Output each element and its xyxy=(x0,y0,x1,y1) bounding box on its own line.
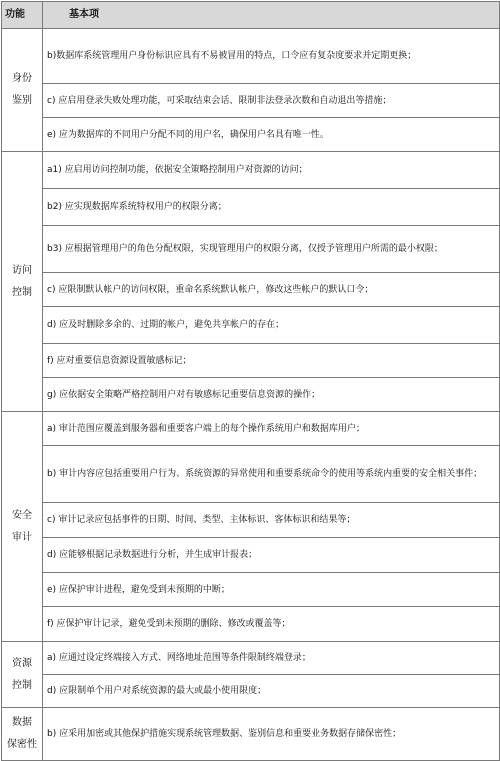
table-row xyxy=(2,412,500,446)
requirement-item: d) 应及时删除多余的、过期的帐户，避免共享帐户的存在； xyxy=(43,307,500,344)
requirement-item: a) 审计范围应覆盖到服务器和重要客户端上的每个操作系统用户和数据库用户； xyxy=(43,412,500,446)
table-row xyxy=(2,152,500,189)
table-header-row xyxy=(2,2,500,29)
requirement-item: b2) 应实现数据库系统特权用户的权限分离； xyxy=(43,189,500,226)
table-row xyxy=(2,29,500,84)
table-row xyxy=(2,378,500,412)
category-security-audit: 安全 审计 xyxy=(2,412,43,642)
requirement-item: g) 应依据安全策略严格控制用户对有敏感标记重要信息资源的操作； xyxy=(43,378,500,412)
requirement-item: a1) 应启用访问控制功能，依据安全策略控制用户对资源的访问； xyxy=(43,152,500,189)
table-row xyxy=(2,84,500,118)
table-row xyxy=(2,642,500,675)
category-identity-auth: 身份 鉴别 xyxy=(2,29,43,152)
table-row xyxy=(2,538,500,573)
requirements-table xyxy=(1,1,500,761)
requirement-item: f) 应保护审计记录，避免受到未预期的删除、修改或覆盖等； xyxy=(43,607,500,642)
requirement-item: b)数据库系统管理用户身份标识应具有不易被冒用的特点，口令应有复杂度要求并定期更换； xyxy=(43,29,500,84)
category-access-control: 访问 控制 xyxy=(2,152,43,412)
table-row xyxy=(2,344,500,378)
requirement-item: b) 应采用加密或其他保护措施实现系统管理数据、鉴别信息和重要业务数据存储保密性； xyxy=(43,708,500,761)
table-row xyxy=(2,226,500,273)
requirement-item: e) 应保护审计进程，避免受到未预期的中断； xyxy=(43,573,500,607)
table-row xyxy=(2,573,500,607)
table-row xyxy=(2,189,500,226)
requirement-item: a) 应通过设定终端接入方式、网络地址范围等条件限制终端登录； xyxy=(43,642,500,675)
requirement-item: d) 应限制单个用户对系统资源的最大或最小使用限度； xyxy=(43,675,500,708)
table-row xyxy=(2,675,500,708)
table-row xyxy=(2,503,500,538)
category-data-confidentiality: 数据 保密性 xyxy=(2,708,43,761)
requirement-item: b) 审计内容应包括重要用户行为、系统资源的异常使用和重要系统命令的使用等系统内重要的安全相关事件； xyxy=(43,446,500,503)
requirement-item: c) 应限制默认帐户的访问权限，重命名系统默认帐户，修改这些帐户的默认口令； xyxy=(43,273,500,307)
requirement-item: f) 应对重要信息资源设置敏感标记； xyxy=(43,344,500,378)
header-function: 功能 xyxy=(2,2,43,29)
table-row xyxy=(2,118,500,152)
requirement-item: c) 审计记录应包括事件的日期、时间、类型、主体标识、客体标识和结果等； xyxy=(43,503,500,538)
header-basic-items: 基本项 xyxy=(43,2,500,29)
category-resource-control: 资源 控制 xyxy=(2,642,43,708)
table-row xyxy=(2,446,500,503)
requirement-item: e) 应为数据库的不同用户分配不同的用户名，确保用户名具有唯一性。 xyxy=(43,118,500,152)
table-row xyxy=(2,273,500,307)
table-row xyxy=(2,607,500,642)
requirement-item: c) 应启用登录失败处理功能，可采取结束会话、限制非法登录次数和自动退出等措施； xyxy=(43,84,500,118)
requirement-item: b3) 应根据管理用户的角色分配权限，实现管理用户的权限分离，仅授予管理用户所需的最小权限； xyxy=(43,226,500,273)
table-row xyxy=(2,307,500,344)
table-row xyxy=(2,708,500,761)
requirement-item: d) 应能够根据记录数据进行分析，并生成审计报表； xyxy=(43,538,500,573)
